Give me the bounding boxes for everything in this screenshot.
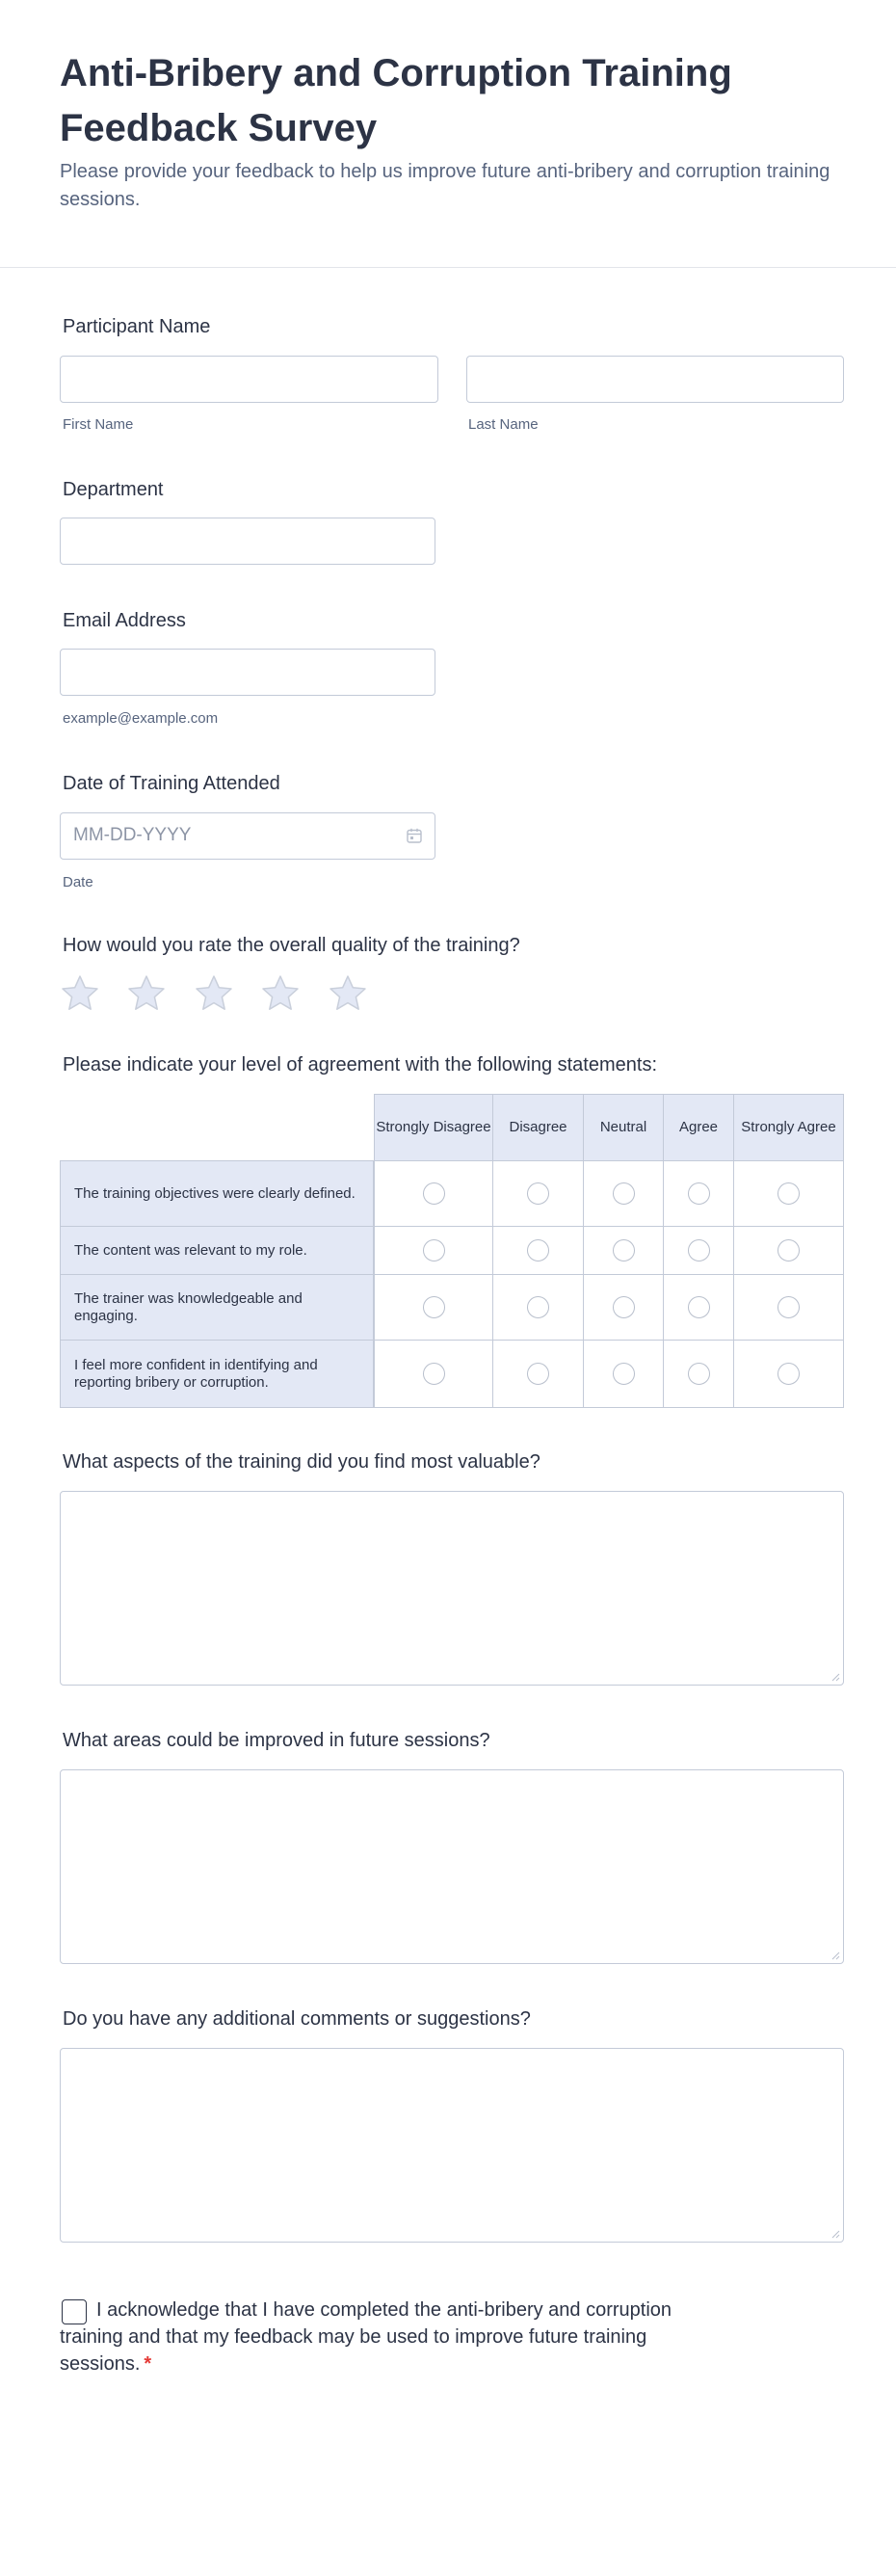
matrix-col-header: Strongly Disagree xyxy=(374,1094,493,1161)
matrix-row-label: The training objectives were clearly defined. xyxy=(60,1160,374,1227)
matrix-cell xyxy=(733,1160,844,1227)
radio-button[interactable] xyxy=(527,1363,549,1385)
radio-button[interactable] xyxy=(613,1363,635,1385)
radio-button[interactable] xyxy=(613,1182,635,1205)
matrix-cell xyxy=(583,1160,664,1227)
date-input[interactable] xyxy=(60,812,435,860)
first-name-sublabel: First Name xyxy=(63,416,134,433)
matrix-cell xyxy=(733,1340,844,1408)
matrix-row-label: The content was relevant to my role. xyxy=(60,1226,374,1275)
matrix-cell xyxy=(492,1274,584,1341)
radio-button[interactable] xyxy=(527,1182,549,1205)
radio-button[interactable] xyxy=(777,1239,800,1261)
star-icon[interactable] xyxy=(194,973,234,1014)
department-input[interactable] xyxy=(60,518,435,565)
date-label: Date of Training Attended xyxy=(63,773,280,794)
matrix-cell xyxy=(374,1340,493,1408)
resize-grip-icon[interactable] xyxy=(830,1951,840,1960)
matrix-cell xyxy=(663,1274,734,1341)
matrix-cell xyxy=(733,1226,844,1275)
radio-button[interactable] xyxy=(688,1239,710,1261)
radio-button[interactable] xyxy=(777,1296,800,1318)
rating-label: How would you rate the overall quality of the training? xyxy=(63,935,520,956)
radio-button[interactable] xyxy=(688,1296,710,1318)
matrix-cell xyxy=(663,1160,734,1227)
matrix-cell xyxy=(374,1226,493,1275)
star-icon[interactable] xyxy=(260,973,301,1014)
resize-grip-icon[interactable] xyxy=(830,1672,840,1682)
matrix-cell xyxy=(583,1226,664,1275)
form-header xyxy=(0,0,896,268)
radio-button[interactable] xyxy=(777,1363,800,1385)
acknowledgement-checkbox[interactable] xyxy=(62,2299,87,2324)
first-name-input[interactable] xyxy=(60,356,438,403)
matrix-cell xyxy=(663,1226,734,1275)
valuable-textarea[interactable] xyxy=(60,1491,844,1686)
department-label: Department xyxy=(63,479,164,500)
radio-button[interactable] xyxy=(613,1239,635,1261)
matrix-col-header: Neutral xyxy=(583,1094,664,1161)
email-input[interactable] xyxy=(60,649,435,696)
matrix-col-header: Agree xyxy=(663,1094,734,1161)
participant-name-label: Participant Name xyxy=(63,316,211,337)
valuable-label: What aspects of the training did you find most valuable? xyxy=(63,1451,540,1473)
email-sublabel: example@example.com xyxy=(63,710,219,727)
radio-button[interactable] xyxy=(688,1363,710,1385)
agreement-matrix xyxy=(60,1094,844,1408)
date-sublabel: Date xyxy=(63,874,93,890)
email-label: Email Address xyxy=(63,610,186,631)
radio-button[interactable] xyxy=(423,1239,445,1261)
last-name-input[interactable] xyxy=(466,356,844,403)
matrix-cell xyxy=(492,1160,584,1227)
radio-button[interactable] xyxy=(688,1182,710,1205)
matrix-row-label: The trainer was knowledgeable and engaging. xyxy=(60,1274,374,1341)
radio-button[interactable] xyxy=(423,1363,445,1385)
matrix-cell xyxy=(733,1274,844,1341)
radio-button[interactable] xyxy=(527,1296,549,1318)
comments-textarea[interactable] xyxy=(60,2048,844,2243)
acknowledgement-label: I acknowledge that I have completed the anti-bribery and corruption training and that my feedback may be used to improve future training sessions. xyxy=(60,2299,672,2375)
matrix-col-header: Disagree xyxy=(492,1094,584,1161)
calendar-icon[interactable] xyxy=(406,827,423,844)
radio-button[interactable] xyxy=(527,1239,549,1261)
last-name-sublabel: Last Name xyxy=(468,416,539,433)
improve-label: What areas could be improved in future sessions? xyxy=(63,1730,490,1751)
resize-grip-icon[interactable] xyxy=(830,2229,840,2239)
form-subtitle: Please provide your feedback to help us improve future anti-bribery and corruption training sessions. xyxy=(60,161,830,210)
comments-label: Do you have any additional comments or suggestions? xyxy=(63,2008,531,2030)
date-placeholder: MM-DD-YYYY xyxy=(73,825,192,845)
form-title: Anti-Bribery and Corruption Training Feedback Survey xyxy=(60,52,732,149)
matrix-cell xyxy=(663,1340,734,1408)
matrix-cell xyxy=(374,1160,493,1227)
star-icon[interactable] xyxy=(60,973,100,1014)
radio-button[interactable] xyxy=(423,1296,445,1318)
matrix-row-label: I feel more confident in identifying and reporting bribery or corruption. xyxy=(60,1340,374,1408)
acknowledgement-text xyxy=(60,2297,734,2377)
matrix-label: Please indicate your level of agreement with the following statements: xyxy=(63,1054,658,1076)
star-icon[interactable] xyxy=(126,973,167,1014)
radio-button[interactable] xyxy=(613,1296,635,1318)
required-mark: * xyxy=(144,2353,152,2375)
radio-button[interactable] xyxy=(423,1182,445,1205)
matrix-cell xyxy=(583,1340,664,1408)
matrix-cell xyxy=(583,1274,664,1341)
star-icon[interactable] xyxy=(328,973,368,1014)
matrix-cell xyxy=(492,1340,584,1408)
radio-button[interactable] xyxy=(777,1182,800,1205)
improve-textarea[interactable] xyxy=(60,1769,844,1964)
matrix-cell xyxy=(492,1226,584,1275)
matrix-col-header: Strongly Agree xyxy=(733,1094,844,1161)
matrix-cell xyxy=(374,1274,493,1341)
